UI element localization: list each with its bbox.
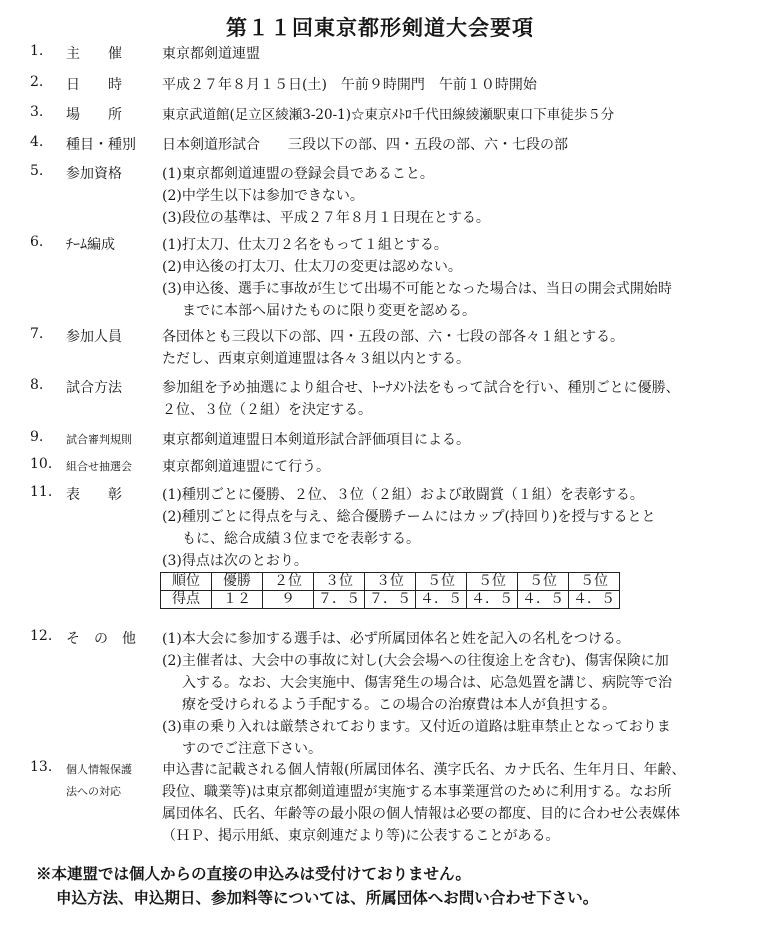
- table-cell: ４．５: [518, 591, 569, 609]
- table-cell: ４．５: [467, 591, 518, 609]
- item-body: (1)打太刀、仕太刀２名をもって１組とする。 (2)申込後の打太刀、仕太刀の変更は認めない。 (3)申込後、選手に事故が生じて出場不可能となった場合は、当日の開会式開始時 までに本部へ届けたものに限り変更を認める。: [162, 237, 672, 319]
- item-number: 13.: [30, 759, 53, 775]
- footer-contact-note: 申込方法、申込期日、参加料等については、所属団体へお問い合わせ下さい。: [56, 888, 599, 907]
- item-body: 東京都剣道連盟日本剣道形試合評価項目による。: [162, 432, 470, 448]
- item-body: (1)東京都剣道連盟の登録会員であること。 (2)中学生以下は参加できない。 (3)段位の基準は、平成２７年８月１日現在とする。: [162, 166, 490, 226]
- footer-notice: ※本連盟では個人からの直接の申込みは受付けておりません。: [36, 864, 471, 883]
- item-label: 試合審判規則: [66, 433, 132, 446]
- table-cell: １２: [212, 591, 263, 609]
- points-value-row: [161, 591, 620, 609]
- item-number: 5.: [30, 163, 44, 179]
- item-label: 場 所: [66, 107, 122, 123]
- item-label: 組合せ抽選会: [66, 460, 132, 473]
- table-cell: 得点: [161, 591, 212, 609]
- item-body: 東京都剣道連盟: [162, 46, 260, 62]
- table-cell: ７．５: [314, 591, 365, 609]
- item-body: (1)本大会に参加する選手は、必ず所属団体名と姓を記入の名札をつける。 (2)主催者は、大会中の事故に対し(大会会場への往復途上を含む)、傷害保険に加 入する。なお、大会実施中、傷害発生の場合は、応急処置を講じ、病院等で治 療を受けられるよう手配する。この場合の治療費は本人が負担する。 (3)車の乗り入れは厳禁されております。又付近の道路は駐車禁止となっておりま すのでご注意下さい。: [162, 631, 672, 757]
- item-number: 11.: [30, 484, 53, 500]
- item-body: 各団体とも三段以下の部、四・五段の部、六・七段の部各々１組とする。 ただし、西東京剣道連盟は各々３組以内とする。: [162, 329, 624, 367]
- table-cell: ５位: [569, 573, 620, 591]
- item-number: 4.: [30, 134, 44, 150]
- table-cell: ４．５: [416, 591, 467, 609]
- item-body: 東京都剣道連盟にて行う。: [162, 459, 330, 475]
- table-cell: 優勝: [212, 573, 263, 591]
- item-number: 1.: [30, 43, 44, 59]
- table-cell: ５位: [416, 573, 467, 591]
- item-number: 7.: [30, 326, 44, 342]
- item-body: 参加組を予め抽選により組合せ、ﾄｰﾅﾒﾝﾄ法をもって試合を行い、種別ごとに優勝、 ２位、３位（２組）を決定する。: [162, 380, 680, 418]
- table-cell: ７．５: [365, 591, 416, 609]
- item-body: 平成２７年８月１５日(土) 午前９時開門 午前１０時開始: [162, 77, 537, 93]
- item-number: 2.: [30, 74, 44, 90]
- item-number: 12.: [30, 628, 53, 644]
- item-body: (1)種別ごとに優勝、２位、３位（２組）および敢闘賞（１組）を表彰する。 (2)種別ごとに得点を与え、総合優勝チームにはカップ(持回り)を授与するとと もに、総合成績３位までを表彰する。 (3)得点は次のとおり。: [162, 487, 656, 569]
- item-label: 個人情報保護 法への対応: [66, 763, 132, 798]
- item-label: 参加資格: [66, 166, 122, 182]
- item-label: そ の 他: [66, 631, 136, 647]
- table-cell: ５位: [518, 573, 569, 591]
- item-body: 日本剣道形試合 三段以下の部、四・五段の部、六・七段の部: [162, 137, 568, 153]
- document-title: 第１１回東京都形剣道大会要項: [226, 15, 534, 40]
- item-body: 東京武道館(足立区綾瀬3-20-1)☆東京ﾒﾄﾛ千代田線綾瀬駅東口下車徒歩５分: [162, 107, 615, 123]
- item-number: 10.: [30, 456, 53, 472]
- item-number: 6.: [30, 234, 44, 250]
- item-label: 主 催: [66, 46, 122, 62]
- table-cell: ２位: [263, 573, 314, 591]
- item-number: 9.: [30, 429, 44, 445]
- item-label: 表 彰: [66, 487, 122, 503]
- points-table: [160, 572, 620, 609]
- item-label: 日 時: [66, 77, 122, 93]
- item-label: ﾁｰﾑ編成: [66, 237, 115, 253]
- item-label: 試合方法: [66, 380, 122, 396]
- table-cell: ５位: [467, 573, 518, 591]
- item-number: 8.: [30, 377, 44, 393]
- table-cell: 順位: [161, 573, 212, 591]
- table-cell: ４．５: [569, 591, 620, 609]
- item-label: 種目・種別: [66, 137, 136, 153]
- item-label: 参加人員: [66, 329, 122, 345]
- points-header-row: [161, 573, 620, 591]
- item-number: 3.: [30, 104, 44, 120]
- table-cell: ３位: [314, 573, 365, 591]
- table-cell: ３位: [365, 573, 416, 591]
- item-body: 申込書に記載される個人情報(所属団体名、漢字氏名、カナ氏名、生年月日、年齢、 段位、職業等)は東京都剣道連盟が実施する本事業運営のために利用する。なお所 属団体名、氏名、年齢等の最小限の個人情報は必要の都度、目的に合わせ公表媒体 （ＨＰ、掲示用紙、東京剣連だより等)に公表することがある。: [162, 762, 686, 844]
- table-cell: ９: [263, 591, 314, 609]
